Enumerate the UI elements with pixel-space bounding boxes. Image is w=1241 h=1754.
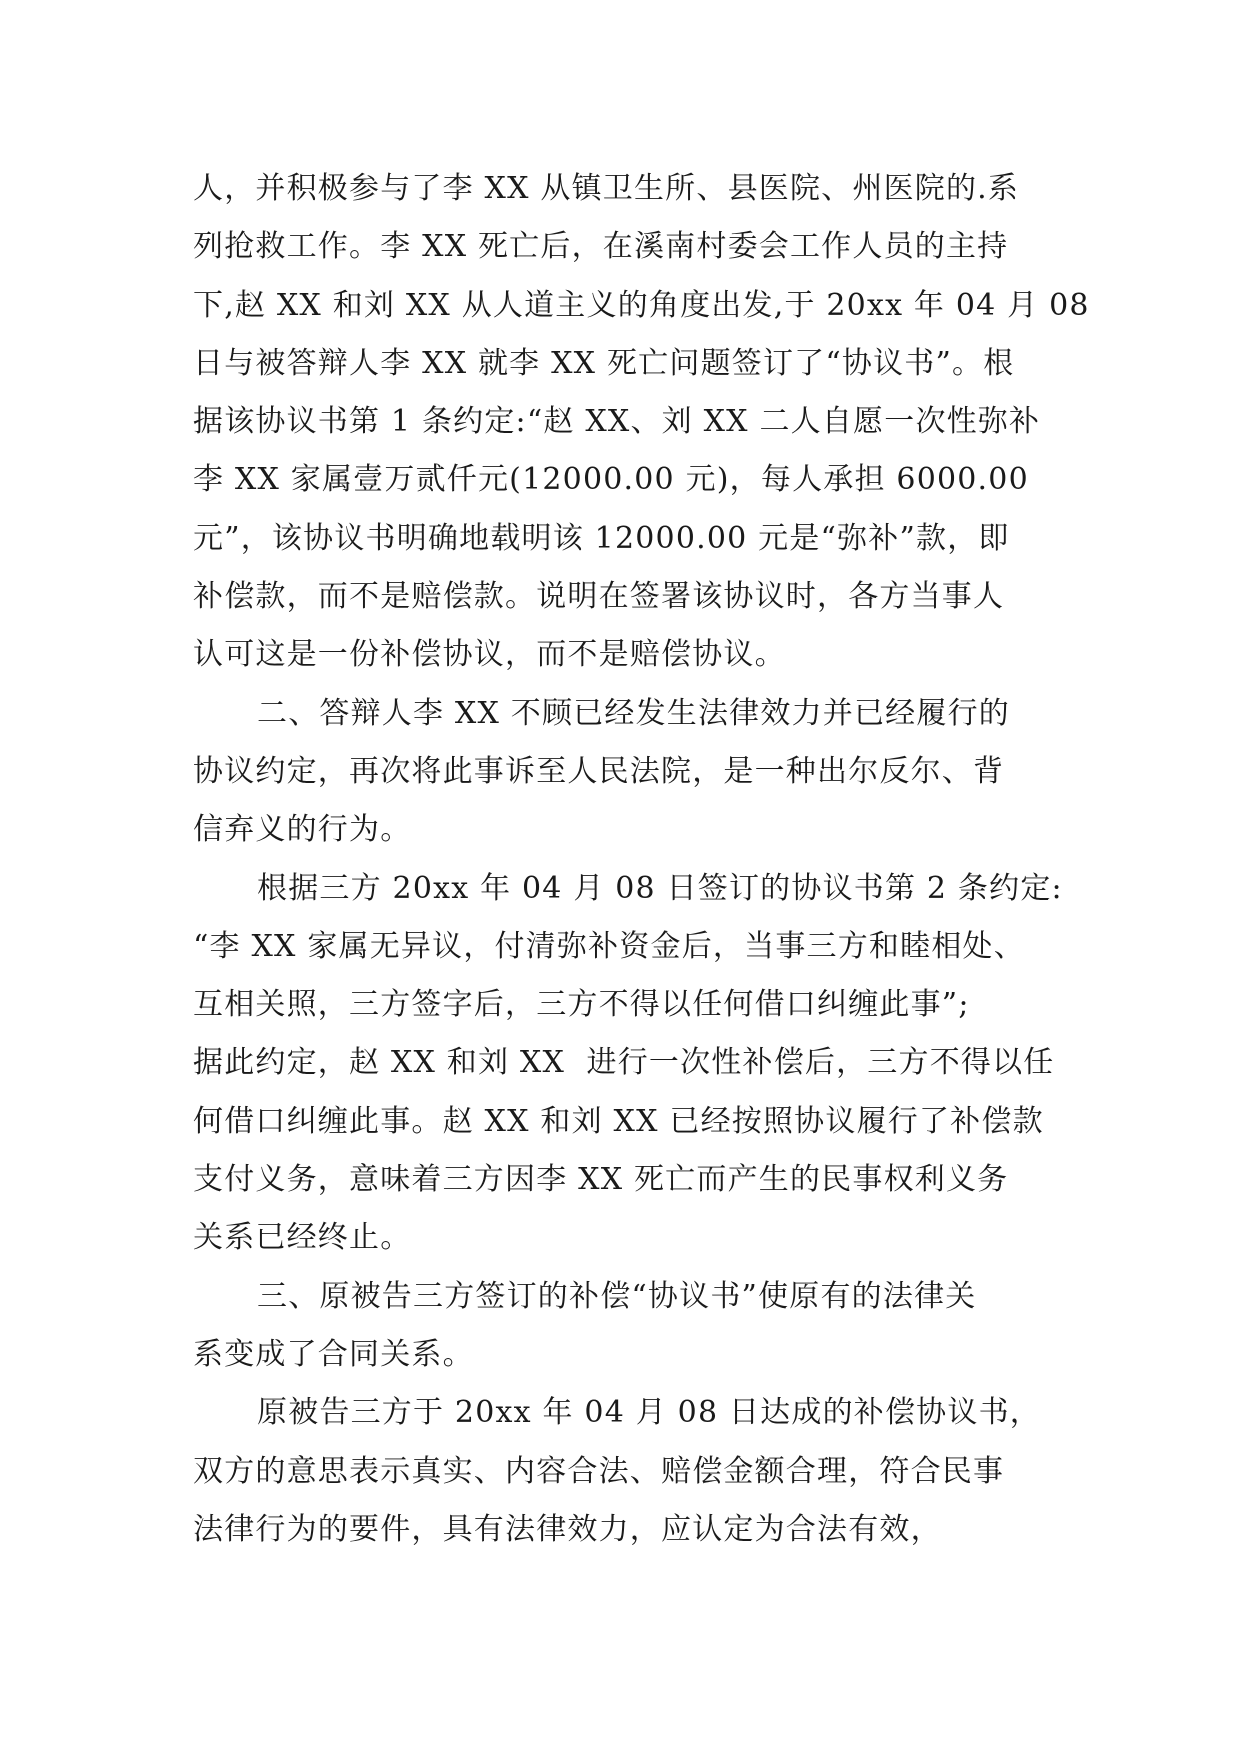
text-line: “李 XX 家属无异议，付清弥补资金后，当事三方和睦相处、 [193, 928, 1025, 964]
section-heading-2: 二、答辩人李 XX 不顾已经发生法律效力并已经履行的 [257, 695, 1010, 731]
text-line: 元”，该协议书明确地载明该 12000.00 元是“弥补”款，即 [193, 520, 1010, 556]
paragraph-start: 根据三方 20xx 年 04 月 08 日签订的协议书第 2 条约定: [257, 870, 1063, 906]
text-line: 关系已经终止。 [193, 1220, 412, 1256]
text-line: 互相关照，三方签字后，三方不得以任何借口纠缠此事”; [193, 987, 970, 1023]
text-line: 支付义务，意味着三方因李 XX 死亡而产生的民事权利义务 [193, 1162, 1009, 1198]
text-line: 认可这是一份补偿协议，而不是赔偿协议。 [193, 637, 786, 673]
text-line: 双方的意思表示真实、内容合法、赔偿金额合理，符合民事 [193, 1453, 1005, 1489]
text-line: 列抢救工作。李 XX 死亡后，在溪南村委会工作人员的主持 [193, 229, 1009, 265]
text-line: 据该协议书第 1 条约定:“赵 XX、刘 XX 二人自愿一次性弥补 [193, 404, 1041, 440]
text-line: 下,赵 XX 和刘 XX 从人道主义的角度出发,于 20xx 年 04 月 08 [193, 287, 1090, 323]
section-heading-3: 三、原被告三方签订的补偿“协议书”使原有的法律关 [257, 1278, 977, 1314]
document-body [193, 160, 1090, 1559]
text-line: 日与被答辩人李 XX 就李 XX 死亡问题签订了“协议书”。根 [193, 345, 1015, 381]
text-line: 信弃义的行为。 [193, 812, 412, 848]
paragraph-start: 原被告三方于 20xx 年 04 月 08 日达成的补偿协议书， [257, 1395, 1041, 1431]
text-line: 系变成了合同关系。 [193, 1336, 474, 1372]
text-line: 李 XX 家属壹万贰仟元(12000.00 元)，每人承担 6000.00 [193, 462, 1029, 498]
text-line: 法律行为的要件，具有法律效力，应认定为合法有效， [193, 1511, 942, 1547]
text-line: 人，并积极参与了李 XX 从镇卫生所、县医院、州医院的.系 [193, 171, 1020, 206]
text-line: 据此约定，赵 XX 和刘 XX 进行一次性补偿后，三方不得以任 [193, 1045, 1055, 1081]
text-line: 补偿款，而不是赔偿款。说明在签署该协议时，各方当事人 [193, 579, 1005, 615]
text-line: 何借口纠缠此事。赵 XX 和刘 XX 已经按照协议履行了补偿款 [193, 1103, 1044, 1139]
text-line: 协议约定，再次将此事诉至人民法院，是一种出尔反尔、背 [193, 753, 1005, 789]
